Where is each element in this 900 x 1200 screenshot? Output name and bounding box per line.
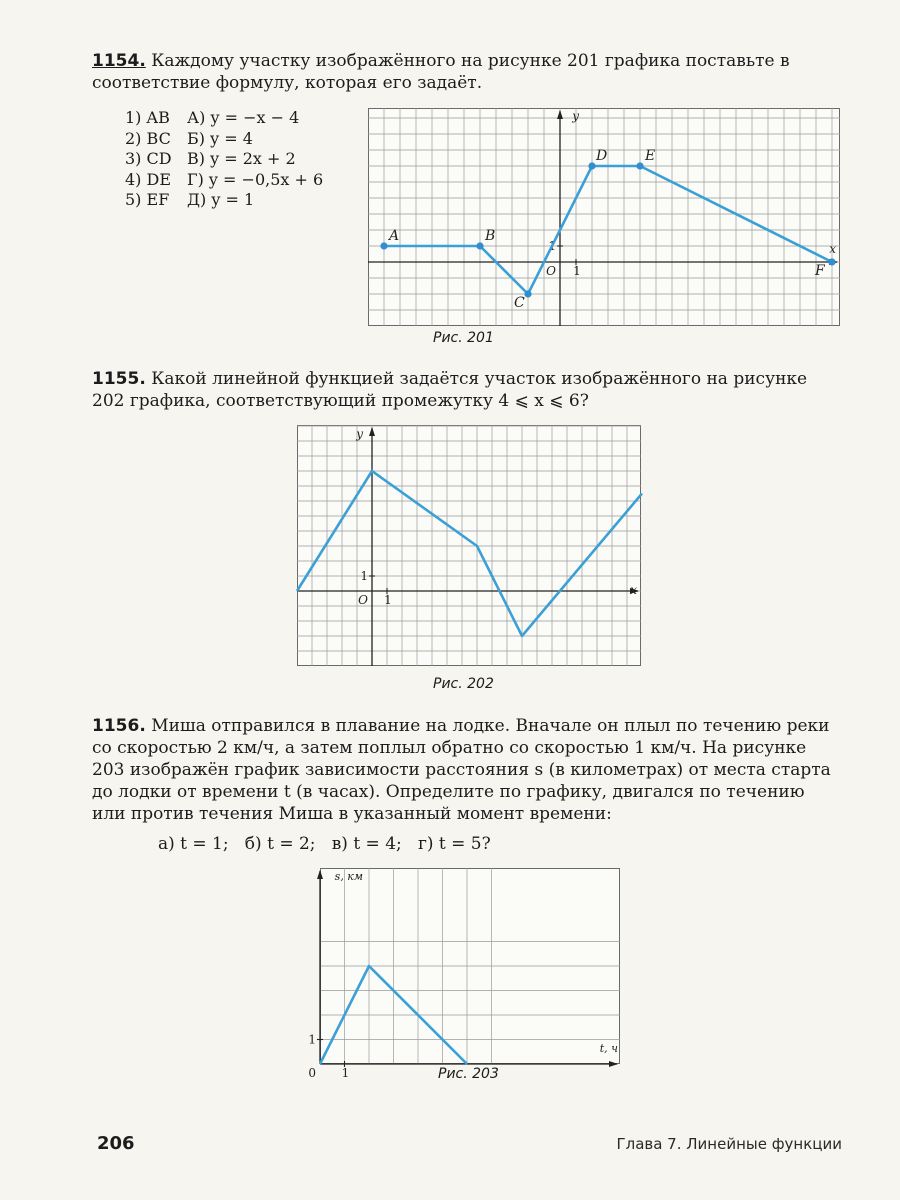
formula-label: Д) y = 1 [187, 190, 255, 209]
formula-label: Б) y = 4 [187, 128, 253, 148]
formula-label: А) y = −x − 4 [187, 108, 300, 127]
problem-number: 1155. [92, 369, 146, 389]
problem-1155 [92, 368, 840, 412]
origin-label: 0 [308, 1066, 316, 1080]
figure-caption-201: Рис. 201 [433, 330, 494, 346]
origin-label: O [358, 593, 368, 607]
x-axis-label: x [829, 242, 836, 256]
point-marker [828, 258, 835, 265]
y-tick-label: 1 [360, 569, 368, 583]
plot-frame [298, 426, 641, 666]
point-label: C [514, 295, 525, 311]
figure-caption-203: Рис. 203 [438, 1066, 499, 1082]
graph-figure-201 [368, 108, 840, 326]
formula-label: В) y = 2x + 2 [187, 149, 296, 168]
chapter-title: Глава 7. Линейные функции [616, 1135, 842, 1153]
point-label: A [389, 228, 400, 244]
match-row [125, 170, 323, 191]
y-axis-label: s, км [334, 870, 363, 883]
point-marker [476, 242, 483, 249]
x-tick-label: 1 [341, 1066, 350, 1080]
point-marker [380, 242, 387, 249]
x-axis-label: x [630, 583, 637, 597]
point-label: D [596, 148, 608, 164]
segment-label: 2) BC [125, 128, 171, 148]
segment-label: 3) CD [125, 149, 172, 168]
segment-label: 4) DE [125, 169, 172, 189]
problem-text: Какой линейной функцией задаётся участок изображённого на рисунке 202 графика, соответствующий промежутку 4 ⩽ x ⩽ 6? [92, 369, 808, 411]
y-axis-label: y [356, 427, 363, 441]
matching-list [125, 108, 323, 211]
problem-number: 1154. [92, 51, 146, 71]
point-marker [524, 290, 531, 297]
y-axis-label: y [572, 109, 579, 123]
y-tick-label: 1 [308, 1032, 316, 1047]
problem-1154 [92, 50, 840, 94]
problem-options: а) t = 1; б) t = 2; в) t = 4; г) t = 5? [158, 834, 491, 854]
y-tick-label: 1 [548, 239, 556, 253]
segment-label: 5) EF [125, 190, 170, 209]
point-label: F [815, 263, 825, 279]
problem-text: Каждому участку изображённого на рисунке 201 графика поставьте в соответствие формулу, которая его задаёт. [92, 51, 790, 93]
match-row [125, 149, 323, 170]
page-number: 206 [97, 1133, 135, 1154]
match-row [125, 129, 323, 150]
match-row [125, 108, 323, 129]
problem-1156 [92, 715, 840, 825]
origin-label: O [546, 264, 556, 278]
x-tick-label: 1 [384, 593, 392, 607]
figure-caption-202: Рис. 202 [433, 676, 494, 692]
point-label: B [485, 228, 496, 244]
point-label: E [645, 148, 656, 164]
point-marker [636, 162, 643, 169]
problem-number: 1156. [92, 716, 146, 736]
x-axis-label: t, ч [599, 1042, 618, 1055]
match-row [125, 190, 323, 211]
segment-label: 1) AB [125, 108, 170, 127]
point-marker [588, 162, 595, 169]
plot-frame [369, 109, 840, 326]
formula-label: Г) y = −0,5x + 6 [187, 169, 324, 189]
graph-figure-202 [297, 425, 641, 666]
x-tick-label: 1 [573, 264, 581, 278]
problem-text: Миша отправился в плавание на лодке. Вначале он плыл по течению реки со скоростью 2 км/ч, а затем поплыл обратно со скоростью 1 км/ч. На рисунке 203 изображён график зависимости расстояния s (в километрах) от места старта до лодки от времени t (в часах). Определите по графику, двигался по течению или против течения Миша в указанный момент времени: [92, 716, 831, 824]
